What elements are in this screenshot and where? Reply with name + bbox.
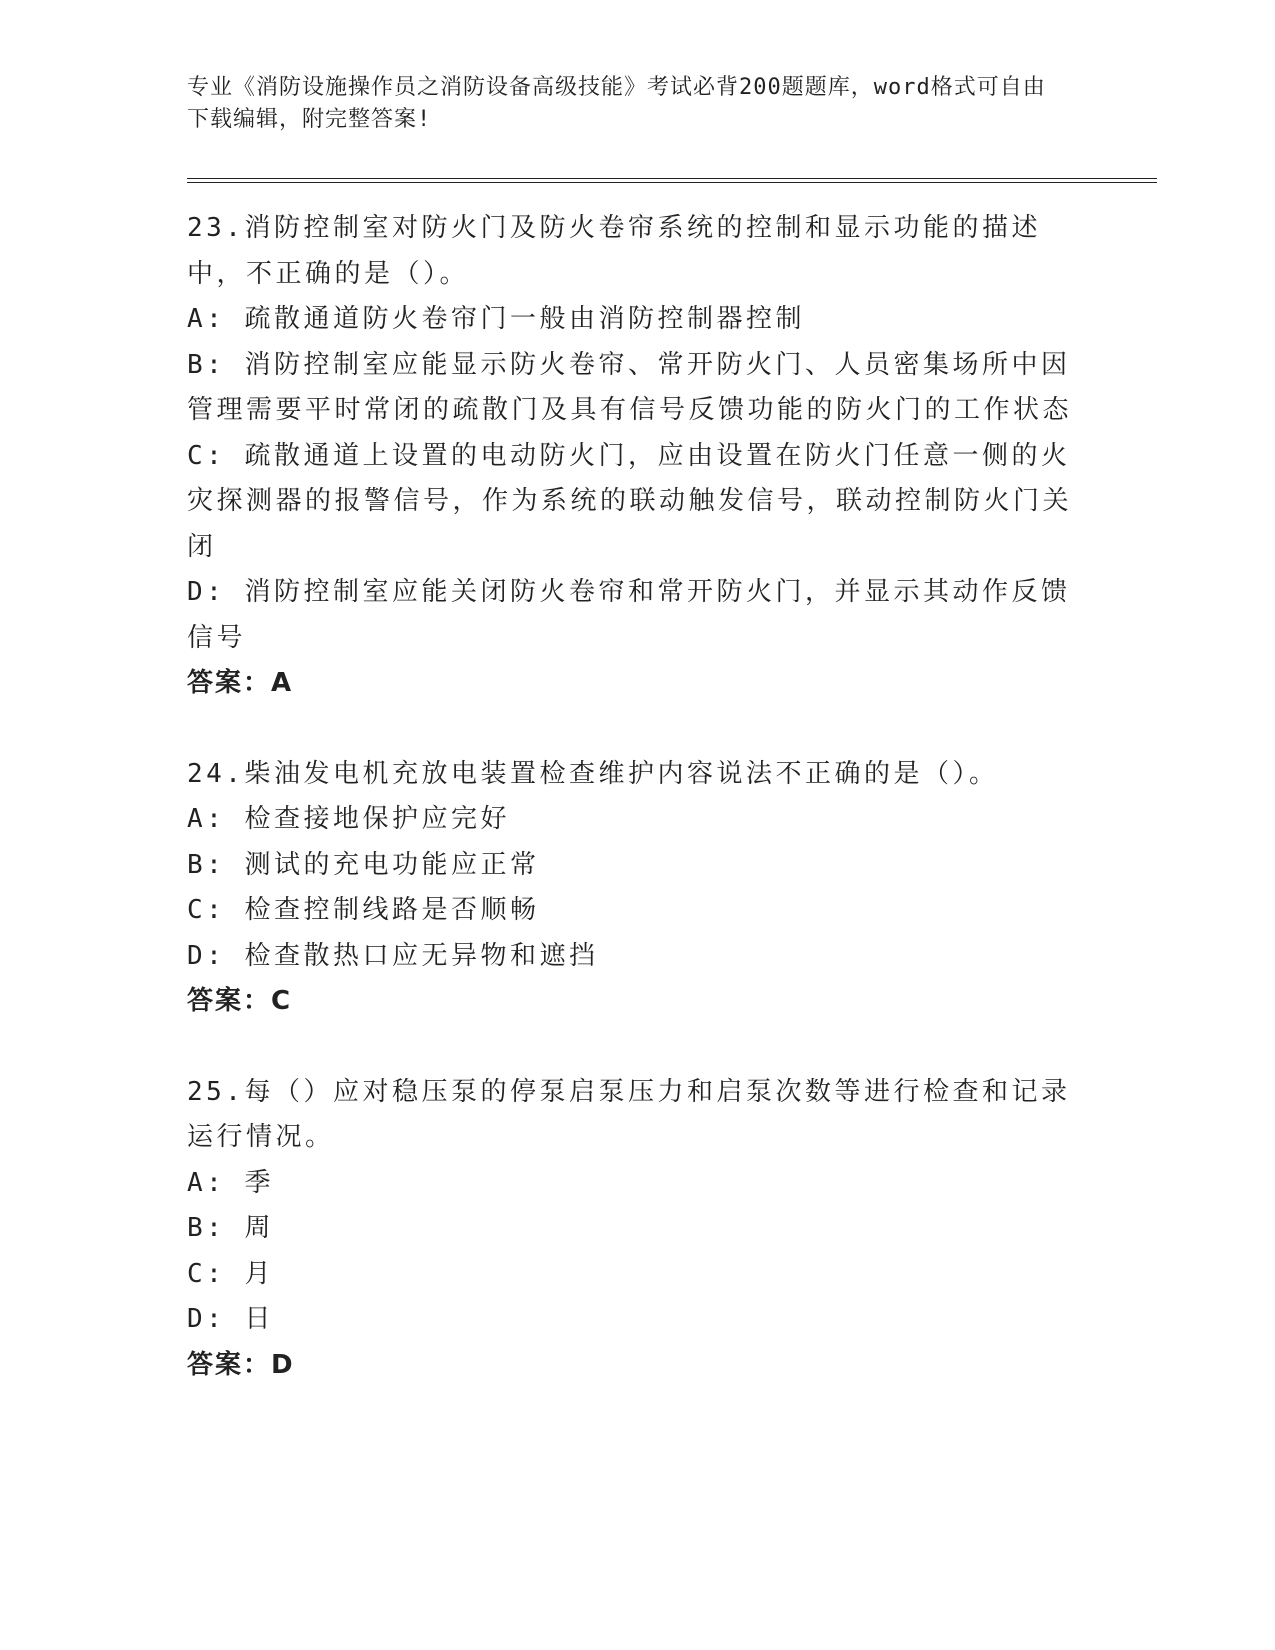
option-a: A: 检查接地保护应完好 bbox=[187, 804, 510, 834]
option-a: A: 疏散通道防火卷帘门一般由消防控制器控制 bbox=[187, 304, 805, 334]
option-a: A: 季 bbox=[187, 1167, 274, 1198]
option-b: B: 测试的充电功能应正常 bbox=[187, 849, 540, 880]
answer: 答案：A bbox=[187, 668, 294, 698]
option-b: B: 周 bbox=[187, 1213, 274, 1243]
question-stem: 23.消防控制室对防火门及防火卷帘系统的控制和显示功能的描述中，不正确的是（）。 bbox=[187, 213, 1041, 289]
answer: 答案：C bbox=[187, 986, 293, 1016]
question-stem: 24.柴油发电机充放电装置检查维护内容说法不正确的是（）。 bbox=[187, 758, 999, 789]
question-23 bbox=[187, 206, 1087, 707]
header-divider-top bbox=[187, 178, 1157, 179]
question-stem: 25.每（）应对稳压泵的停泵启泵压力和启泵次数等进行检查和记录运行情况。 bbox=[187, 1076, 1071, 1152]
question-25 bbox=[187, 1070, 1087, 1389]
option-c: C: 疏散通道上设置的电动防火门，应由设置在防火门任意一侧的火灾探测器的报警信号，作为系统的联动触发信号，联动控制防火门关闭 bbox=[187, 440, 1073, 562]
option-c: C: 月 bbox=[187, 1258, 274, 1289]
answer: 答案：D bbox=[187, 1349, 295, 1380]
document-header: 专业《消防设施操作员之消防设备高级技能》考试必背200题题库，word格式可自由下载编辑，附完整答案! bbox=[187, 75, 1046, 132]
option-d: D: 检查散热口应无异物和遮挡 bbox=[187, 940, 599, 971]
option-b: B: 消防控制室应能显示防火卷帘、常开防火门、人员密集场所中因管理需要平时常闭的疏散门及具有信号反馈功能的防火门的工作状态 bbox=[187, 349, 1073, 425]
option-d: D: 消防控制室应能关闭防火卷帘和常开防火门，并显示其动作反馈信号 bbox=[187, 577, 1071, 653]
question-24 bbox=[187, 752, 1087, 1025]
question-list bbox=[187, 206, 1087, 1433]
option-d: D: 日 bbox=[187, 1304, 274, 1334]
option-c: C: 检查控制线路是否顺畅 bbox=[187, 895, 540, 925]
header-divider-bottom bbox=[187, 182, 1157, 183]
